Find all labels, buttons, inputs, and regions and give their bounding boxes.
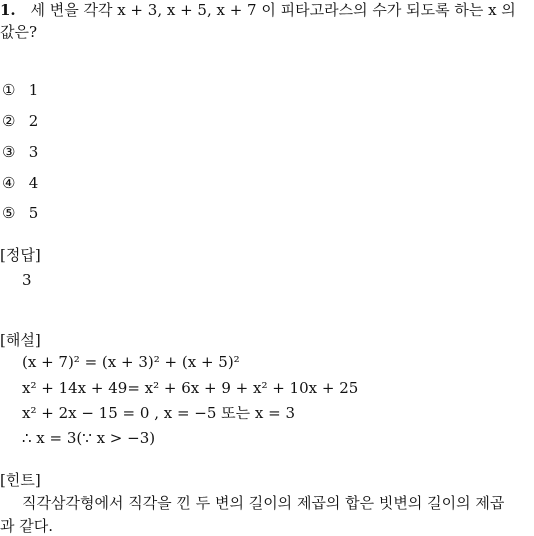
choice-2[interactable] — [2, 111, 38, 131]
explanation-line-3: x² + 2x − 15 = 0 , x = −5 또는 x = 3 — [22, 404, 296, 422]
question-line-2: 값은? — [0, 23, 38, 41]
choice-1[interactable] — [2, 80, 38, 100]
explanation-line-2: x² + 14x + 49= x² + 6x + 9 + x² + 10x + 25 — [22, 379, 359, 397]
choice-3[interactable] — [2, 142, 38, 162]
choice-mark: ④ — [2, 174, 16, 192]
hint-heading: [힌트] — [0, 471, 41, 489]
choice-mark: ③ — [2, 143, 16, 161]
hint-line-2: 과 같다. — [0, 517, 54, 535]
choice-4[interactable] — [2, 173, 38, 193]
choice-value: 4 — [28, 174, 39, 192]
choice-value: 1 — [28, 81, 39, 99]
choice-value: 2 — [28, 112, 39, 130]
answer-heading: [정답] — [0, 246, 41, 264]
question-text: 세 변을 각각 x + 3, x + 5, x + 7 이 피타고라스의 수가 되도록 하는 x 의 — [30, 1, 516, 19]
explanation-line-4: ∴ x = 3(∵ x > −3) — [22, 429, 156, 447]
choice-mark: ① — [2, 81, 16, 99]
explanation-line-1: (x + 7)² = (x + 3)² + (x + 5)² — [22, 353, 240, 371]
question-number: 1. — [0, 1, 16, 19]
answer-value: 3 — [22, 271, 32, 289]
choice-value: 3 — [28, 143, 39, 161]
choice-5[interactable] — [2, 203, 38, 223]
choice-mark: ② — [2, 112, 16, 130]
choice-mark: ⑤ — [2, 204, 16, 222]
choice-value: 5 — [28, 204, 39, 222]
hint-line-1: 직각삼각형에서 직각을 낀 두 변의 길이의 제곱의 합은 빗변의 길이의 제곱 — [22, 494, 505, 512]
question-line-1 — [0, 0, 516, 20]
explanation-heading: [해설] — [0, 331, 41, 349]
